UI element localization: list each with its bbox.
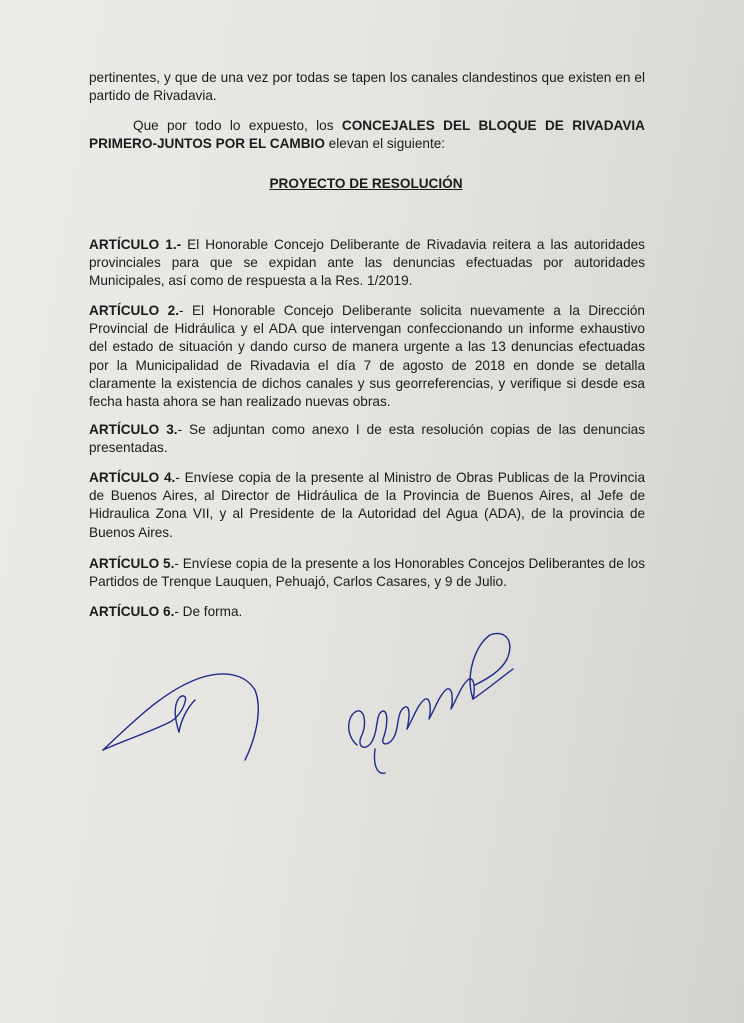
article-label: ARTÍCULO 2. xyxy=(89,303,180,318)
intro-text: pertinentes, y que de una vez por todas se tapen los canales clandestinos que existen en el partido de Rivadavia. xyxy=(89,70,645,104)
bloc-name: CONCEJALES DEL BLOQUE DE RIVADAVIA PRIMERO-JUNTOS POR EL CAMBIO xyxy=(89,118,645,152)
left-signature-icon xyxy=(95,660,295,770)
article-label: ARTÍCULO 3. xyxy=(89,422,178,437)
article-2 xyxy=(89,302,645,411)
article-5 xyxy=(89,555,645,591)
right-signature-icon xyxy=(335,615,525,785)
article-1 xyxy=(89,236,645,291)
article-text: - Envíese copia de la presente al Ministro de Obras Publicas de la Provincia de Buenos Aires, al Director de Hidráulica de la Provincia de Buenos Aires, al Jefe de Hidraulica Zona VII, y al Presidente de la Autoridad del Agua (ADA), de la provincia de Buenos Aires. xyxy=(89,470,645,540)
intro-paragraph xyxy=(89,69,645,105)
article-label: ARTÍCULO 6. xyxy=(89,604,175,619)
article-text: - Envíese copia de la presente a los Honorables Concejos Deliberantes de los Partidos de Trenque Lauquen, Pehuajó, Carlos Casares, y 9 de Julio. xyxy=(89,556,645,590)
article-label: ARTÍCULO 1.- xyxy=(89,237,182,252)
article-3 xyxy=(89,421,645,457)
article-label: ARTÍCULO 5. xyxy=(89,556,175,571)
preamble-paragraph xyxy=(89,117,645,153)
article-text: El Honorable Concejo Deliberante de Rivadavia reitera a las autoridades provinciales para que se expidan ante las denuncias efectuadas por autoridades Municipales, así como de respuesta a la Res. 1/2019. xyxy=(89,237,645,289)
article-text: - De forma. xyxy=(174,604,243,619)
preamble-prefix: Que por todo lo expuesto, los xyxy=(133,118,342,133)
article-text: - El Honorable Concejo Deliberante solicita nuevamente a la Dirección Provincial de Hidráulica y el ADA que intervengan confeccionando un informe exhaustivo del estado de situación y dando curso de manera urgente a las 13 denuncias efectuadas por la Municipalidad de Rivadavia el día 7 de agosto de 2018 en donde se detalla claramente la existencia de dichos canales y sus georreferencias, y verifique si desde esa fecha hasta ahora se han realizado nuevas obras. xyxy=(89,303,645,410)
article-label: ARTÍCULO 4. xyxy=(89,470,176,485)
article-4 xyxy=(89,469,645,542)
preamble-suffix: elevan el siguiente: xyxy=(324,136,446,152)
resolution-heading: PROYECTO DE RESOLUCIÓN xyxy=(269,176,463,191)
article-text: - Se adjuntan como anexo I de esta resolución copias de las denuncias presentadas. xyxy=(89,422,645,456)
